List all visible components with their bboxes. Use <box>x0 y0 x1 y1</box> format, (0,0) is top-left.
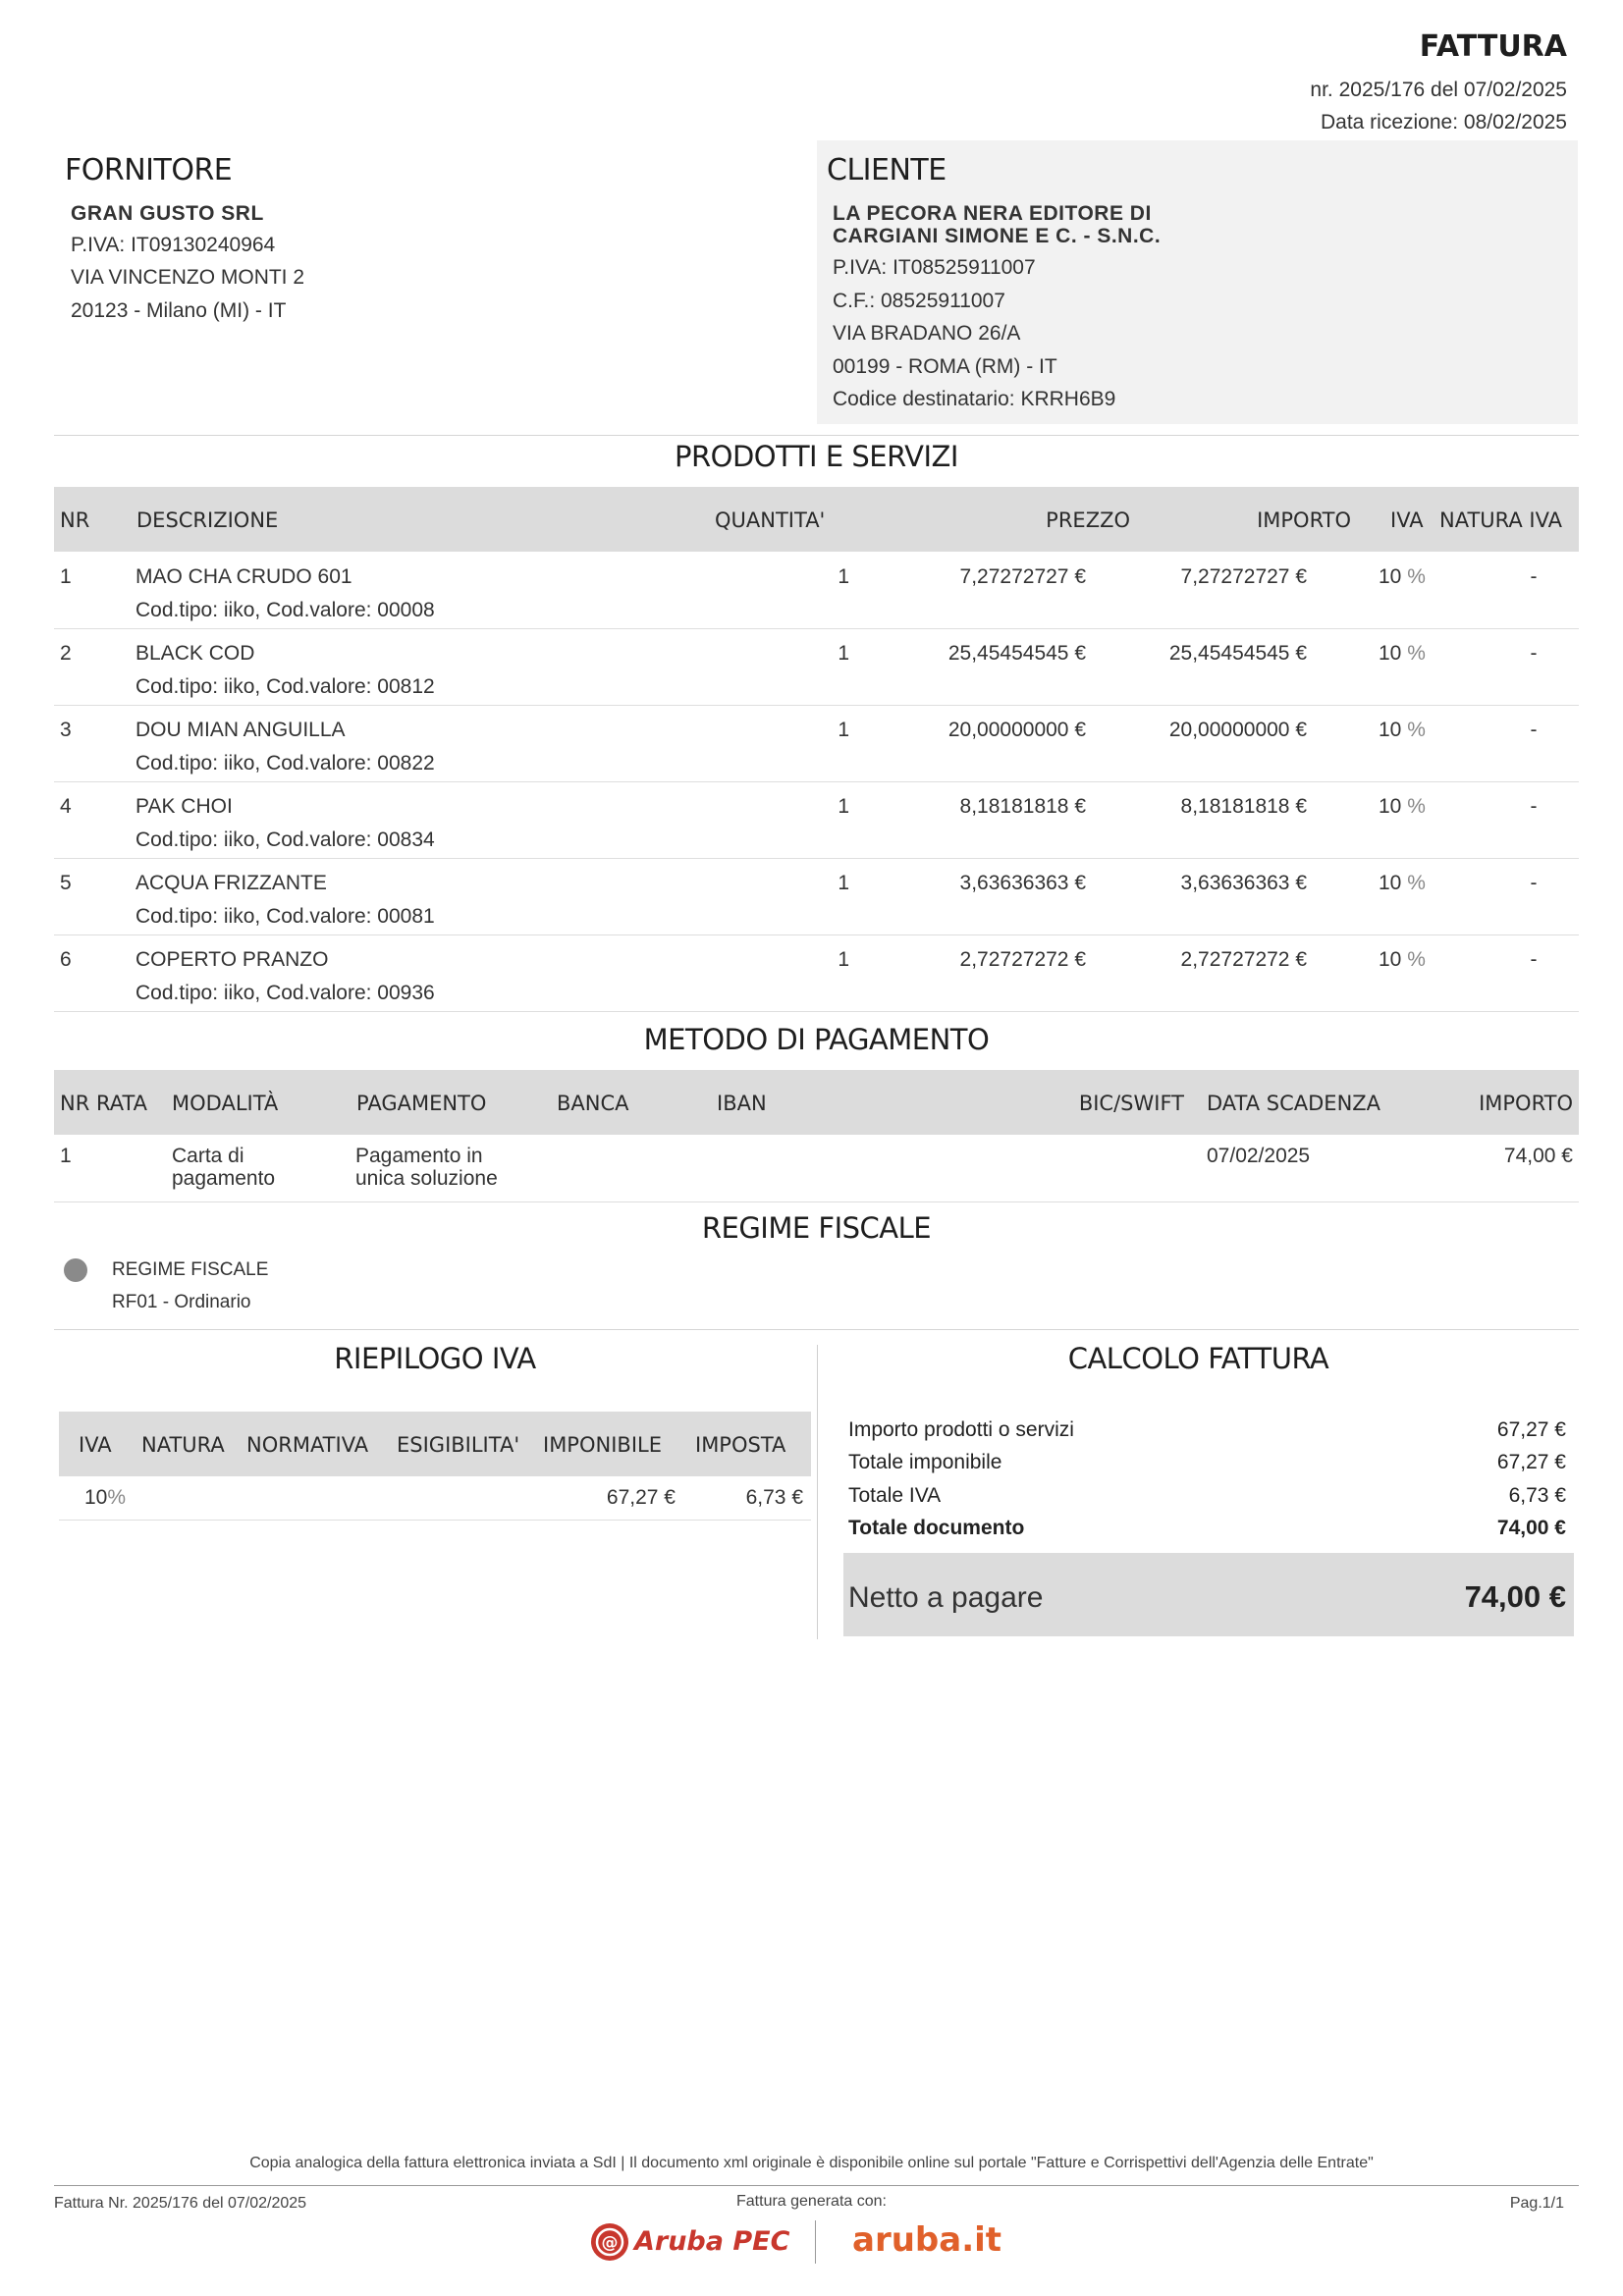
col-bank: BANCA <box>557 1092 629 1115</box>
col-vat-exig: ESIGIBILITA' <box>397 1433 520 1457</box>
row-amount: 20,00000000 € <box>1168 719 1307 741</box>
col-payment: PAGAMENTO <box>356 1092 487 1115</box>
col-vat-tax: IMPOSTA <box>695 1433 786 1457</box>
calc-vat-label: Totale IVA <box>848 1484 942 1507</box>
row-nr: 2 <box>60 642 72 665</box>
row-quantity: 1 <box>838 565 849 588</box>
row-vat-nature: - <box>1530 719 1538 741</box>
payment-type <box>355 1145 498 1190</box>
row-price: 20,00000000 € <box>947 719 1086 741</box>
row-amount: 3,63636363 € <box>1180 872 1307 894</box>
client-recipient-code: Codice destinatario: KRRH6B9 <box>833 388 1116 410</box>
row-vat-unit: % <box>1407 948 1426 971</box>
client-tax-code: C.F.: 08525911007 <box>833 290 1005 312</box>
row-vat-value: 10 <box>1379 795 1402 818</box>
client-heading: CLIENTE <box>827 153 947 187</box>
row-amount: 8,18181818 € <box>1180 795 1307 818</box>
col-mode: MODALITÀ <box>172 1092 279 1115</box>
row-price: 2,72727272 € <box>959 948 1086 971</box>
row-amount: 25,45454545 € <box>1168 642 1307 665</box>
table-row <box>54 934 1579 1012</box>
row-vat <box>1379 795 1426 819</box>
row-vat-unit: % <box>1407 719 1426 741</box>
payment-amount: 74,00 € <box>1503 1145 1573 1167</box>
row-item-code: Cod.tipo: iiko, Cod.valore: 00834 <box>135 828 435 851</box>
row-vat-value: 10 <box>1379 948 1402 971</box>
divider <box>54 1329 1579 1330</box>
supplier-name: GRAN GUSTO SRL <box>71 202 264 225</box>
row-vat <box>1379 719 1426 742</box>
calc-products-value: 67,27 € <box>1496 1418 1566 1441</box>
footer-invoice-ref: Fattura Nr. 2025/176 del 07/02/2025 <box>54 2195 307 2212</box>
col-vat-nature: NATURA IVA <box>1439 508 1563 532</box>
row-description: PAK CHOI <box>135 795 233 818</box>
calc-taxable-label: Totale imponibile <box>848 1451 1002 1473</box>
vat-summary-taxable: 67,27 € <box>606 1486 676 1509</box>
column-separator <box>817 1345 818 1639</box>
supplier-heading: FORNITORE <box>65 153 233 187</box>
calc-products-label: Importo prodotti o servizi <box>848 1418 1074 1441</box>
row-vat-unit: % <box>1407 565 1426 588</box>
row-description: ACQUA FRIZZANTE <box>135 872 327 894</box>
col-description: DESCRIZIONE <box>136 508 279 532</box>
col-bic: BIC/SWIFT <box>1078 1092 1184 1115</box>
calc-total-label: Totale documento <box>848 1517 1025 1539</box>
payment-mode <box>172 1145 275 1190</box>
row-vat-unit: % <box>1407 872 1426 894</box>
col-vat: IVA <box>1390 508 1424 532</box>
row-price: 8,18181818 € <box>959 795 1086 818</box>
col-payment-amount: IMPORTO <box>1479 1092 1573 1115</box>
col-vat-taxable: IMPONIBILE <box>543 1433 662 1457</box>
vat-summary-rate-value: 10 <box>84 1486 108 1509</box>
row-item-code: Cod.tipo: iiko, Cod.valore: 00936 <box>135 982 435 1004</box>
net-to-pay-label: Netto a pagare <box>848 1581 1044 1614</box>
row-nr: 1 <box>60 565 72 588</box>
divider <box>54 435 1579 436</box>
footer-generated-with: Fattura generata con: <box>736 2193 887 2210</box>
col-nr: NR <box>60 508 90 532</box>
receipt-date: Data ricezione: 08/02/2025 <box>1320 111 1567 133</box>
row-vat-nature: - <box>1530 795 1538 818</box>
row-item-code: Cod.tipo: iiko, Cod.valore: 00812 <box>135 675 435 698</box>
regime-label: REGIME FISCALE <box>112 1259 269 1280</box>
row-vat-value: 10 <box>1379 719 1402 741</box>
aruba-pec-logo-text: Aruba PEC <box>634 2226 790 2257</box>
col-due-date: DATA SCADENZA <box>1207 1092 1381 1115</box>
vat-summary-row <box>59 1476 811 1521</box>
table-row <box>54 781 1579 859</box>
row-vat-value: 10 <box>1379 565 1402 588</box>
client-city: 00199 - ROMA (RM) - IT <box>833 355 1057 378</box>
vat-summary-heading: RIEPILOGO IVA <box>334 1342 536 1375</box>
client-address: VIA BRADANO 26/A <box>833 322 1021 345</box>
row-price: 25,45454545 € <box>947 642 1086 665</box>
payment-row <box>54 1135 1579 1202</box>
net-to-pay-value: 74,00 € <box>1464 1579 1566 1614</box>
row-nr: 4 <box>60 795 72 818</box>
regime-heading: REGIME FISCALE <box>701 1211 932 1245</box>
row-quantity: 1 <box>838 795 849 818</box>
row-nr: 6 <box>60 948 72 971</box>
payment-mode-line-2: pagamento <box>172 1167 276 1190</box>
regime-value: RF01 - Ordinario <box>112 1292 251 1312</box>
col-installment: NR RATA <box>60 1092 148 1115</box>
client-name-line-2: CARGIANI SIMONE E C. - S.N.C. <box>833 225 1162 247</box>
row-vat-nature: - <box>1530 948 1538 971</box>
supplier-address: VIA VINCENZO MONTI 2 <box>71 266 305 289</box>
row-price: 7,27272727 € <box>959 565 1086 588</box>
row-vat-nature: - <box>1530 872 1538 894</box>
vat-summary-rate <box>84 1486 126 1510</box>
col-iban: IBAN <box>717 1092 767 1115</box>
col-price: PREZZO <box>1046 508 1130 532</box>
col-vat-rate: IVA <box>79 1433 112 1457</box>
svg-text:@: @ <box>601 2233 619 2253</box>
row-price: 3,63636363 € <box>959 872 1086 894</box>
table-row <box>54 858 1579 935</box>
table-row <box>54 705 1579 782</box>
row-description: BLACK COD <box>135 642 255 665</box>
row-vat-value: 10 <box>1379 872 1402 894</box>
document-title: FATTURA <box>1419 29 1567 64</box>
supplier-vat: P.IVA: IT09130240964 <box>71 234 276 256</box>
row-item-code: Cod.tipo: iiko, Cod.valore: 00822 <box>135 752 435 774</box>
calc-total-value: 74,00 € <box>1496 1517 1566 1539</box>
row-vat-unit: % <box>1407 642 1426 665</box>
vat-summary-tax: 6,73 € <box>745 1486 803 1509</box>
payment-type-line-1: Pagamento in <box>355 1145 483 1167</box>
footer-page-number: Pag.1/1 <box>1509 2195 1564 2212</box>
logo-separator <box>815 2220 816 2264</box>
client-name-line-1: LA PECORA NERA EDITORE DI <box>833 202 1152 225</box>
row-vat-value: 10 <box>1379 642 1402 665</box>
calc-taxable-value: 67,27 € <box>1496 1451 1566 1473</box>
footer-divider <box>54 2185 1579 2186</box>
col-vat-norm: NORMATIVA <box>246 1433 369 1457</box>
col-quantity: QUANTITA' <box>715 508 826 532</box>
row-quantity: 1 <box>838 642 849 665</box>
payment-mode-line-1: Carta di <box>172 1145 244 1167</box>
row-vat <box>1379 948 1426 972</box>
row-item-code: Cod.tipo: iiko, Cod.valore: 00008 <box>135 599 435 621</box>
col-amount: IMPORTO <box>1257 508 1351 532</box>
row-quantity: 1 <box>838 948 849 971</box>
calc-vat-value: 6,73 € <box>1508 1484 1566 1507</box>
row-vat <box>1379 872 1426 895</box>
row-description: DOU MIAN ANGUILLA <box>135 719 346 741</box>
row-description: COPERTO PRANZO <box>135 948 329 971</box>
aruba-it-logo: aruba.it <box>852 2220 1002 2260</box>
row-nr: 3 <box>60 719 72 741</box>
client-vat: P.IVA: IT08525911007 <box>833 256 1036 279</box>
row-description: MAO CHA CRUDO 601 <box>135 565 352 588</box>
row-amount: 2,72727272 € <box>1180 948 1307 971</box>
row-quantity: 1 <box>838 719 849 741</box>
vat-summary-rate-unit: % <box>107 1486 127 1509</box>
regime-bullet-icon <box>64 1258 87 1282</box>
aruba-pec-logo-icon <box>589 2221 630 2263</box>
row-vat <box>1379 565 1426 589</box>
payment-installment: 1 <box>60 1145 72 1167</box>
invoice-number: nr. 2025/176 del 07/02/2025 <box>1310 79 1567 101</box>
payment-due-date: 07/02/2025 <box>1207 1145 1311 1167</box>
row-vat-nature: - <box>1530 565 1538 588</box>
table-row <box>54 552 1579 629</box>
col-vat-nature: NATURA <box>141 1433 225 1457</box>
row-vat <box>1379 642 1426 666</box>
payment-heading: METODO DI PAGAMENTO <box>643 1023 990 1056</box>
row-amount: 7,27272727 € <box>1180 565 1307 588</box>
products-heading: PRODOTTI E SERVIZI <box>675 440 958 473</box>
supplier-city: 20123 - Milano (MI) - IT <box>71 299 287 322</box>
row-nr: 5 <box>60 872 72 894</box>
table-row <box>54 628 1579 706</box>
footer-note: Copia analogica della fattura elettronica inviata a SdI | Il documento xml originale è disponibile online sul portale "Fatture e Corrispettivi dell'Agenzia delle Entrate" <box>249 2155 1374 2171</box>
calc-heading: CALCOLO FATTURA <box>1067 1342 1329 1375</box>
row-vat-unit: % <box>1407 795 1426 818</box>
row-quantity: 1 <box>838 872 849 894</box>
payment-type-line-2: unica soluzione <box>355 1167 498 1190</box>
row-item-code: Cod.tipo: iiko, Cod.valore: 00081 <box>135 905 435 928</box>
row-vat-nature: - <box>1530 642 1538 665</box>
